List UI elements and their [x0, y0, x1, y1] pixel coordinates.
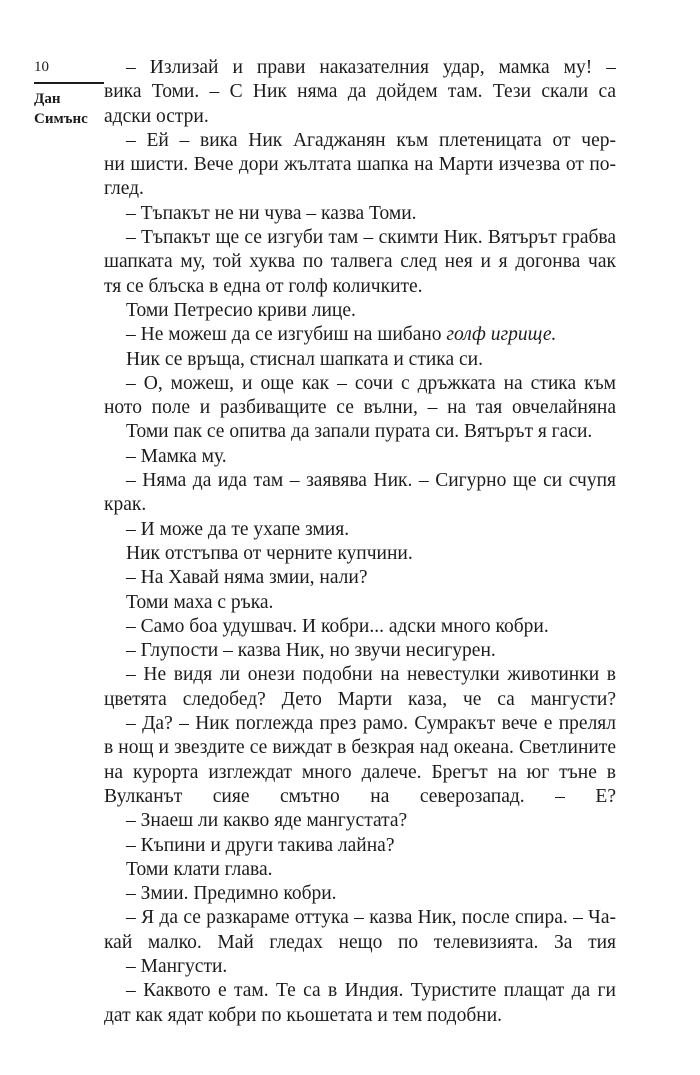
line-text: – Няма да ида там – заявява Ник. – Сигурно ще си счупя	[126, 470, 616, 492]
author-name	[34, 89, 106, 129]
text-line	[104, 518, 616, 542]
line-text: – На Хавай няма змии, нали?	[126, 567, 368, 589]
line-text: в нощ и звездите се виждат в безкрая над океана. Светлините	[104, 737, 616, 759]
text-line	[104, 858, 616, 882]
text-line	[104, 955, 616, 979]
text-line	[104, 761, 616, 785]
text-line	[104, 348, 616, 372]
text-line	[104, 834, 616, 858]
line-text: цветята следобед? Дето Марти каза, че са мангусти?	[104, 688, 616, 710]
line-text: Ник отстъпва от черните купчини.	[126, 542, 413, 564]
line-text: – Я да се разкараме оттука – казва Ник, после спира. – Ча-	[126, 907, 616, 929]
line-text: – О, можеш, и още как – сочи с дръжката на стика към	[126, 372, 616, 394]
text-line	[104, 809, 616, 833]
line-text: – Мамка му.	[126, 445, 227, 467]
line-text: – Ей – вика Ник Агаджанян към плетеницата от чер-	[126, 129, 616, 151]
line-text: шапката му, той хуква по талвега след нея и я догонва чак	[104, 251, 616, 273]
line-text: адски остри.	[104, 105, 209, 127]
line-text: – Каквото е там. Те са в Индия. Туристите плащат да ги	[126, 980, 616, 1002]
line-text: Томи клати глава.	[126, 858, 273, 880]
text-line	[104, 299, 616, 323]
text-line	[104, 591, 616, 615]
line-text: – Тъпакът ще се изгуби там – скимти Ник. Вятърът грабва	[126, 227, 616, 249]
line-text: – Излизай и прави наказателния удар, мамка му! –	[126, 57, 616, 78]
text-line	[104, 688, 616, 712]
page-number: 10	[34, 59, 49, 75]
text-line	[104, 80, 616, 104]
emphasized-text: голф игрище.	[446, 324, 557, 346]
text-line	[104, 129, 616, 153]
text-line	[104, 566, 616, 590]
text-line	[104, 1004, 616, 1028]
text-line	[104, 785, 616, 809]
text-line	[104, 445, 616, 469]
text-line	[104, 639, 616, 663]
header-rule	[34, 82, 104, 84]
text-line	[104, 712, 616, 736]
text-line	[104, 542, 616, 566]
text-line	[104, 420, 616, 444]
text-line	[104, 202, 616, 226]
line-text: – Не можеш да се изгубиш на шибано	[126, 324, 447, 346]
running-header	[34, 58, 106, 129]
line-text: – Глупости – казва Ник, но звучи несигурен.	[126, 640, 496, 662]
text-line	[104, 396, 616, 420]
line-text: – Къпини и други такива лайна?	[126, 834, 395, 856]
text-line	[104, 906, 616, 930]
text-line	[104, 931, 616, 955]
line-text: – Змии. Предимно кобри.	[126, 883, 337, 905]
body-text	[104, 56, 616, 1028]
author-last-name: Симънс	[34, 110, 88, 127]
line-text: – И може да те ухапе змия.	[126, 518, 350, 540]
line-text: Ник се връща, стиснал шапката и стика си.	[126, 348, 483, 370]
line-text: тя се блъска в една от голф количките.	[104, 275, 423, 297]
line-text: Вулканът сияе смътно на северозапад. – Е?	[104, 785, 616, 807]
text-line	[104, 372, 616, 396]
line-text: – Тъпакът не ни чува – казва Томи.	[126, 202, 417, 224]
text-line	[104, 663, 616, 687]
text-line	[104, 226, 616, 250]
line-text: крак.	[104, 494, 147, 516]
text-line	[104, 736, 616, 760]
text-line	[104, 323, 616, 347]
line-text: – Не видя ли онези подобни на невестулки животинки в	[126, 664, 616, 686]
line-text: Томи пак се опитва да запали пурата си. Вятърът я гаси.	[126, 421, 593, 443]
line-text: вика Томи. – С Ник няма да дойдем там. Тези скали са	[104, 81, 616, 103]
text-line	[104, 177, 616, 201]
text-line	[104, 615, 616, 639]
line-text: кай малко. Май гледах нещо по телевизията. За тия	[104, 931, 616, 953]
line-text: глед.	[104, 178, 144, 200]
line-text: – Само боа удушвач. И кобри... адски много кобри.	[126, 615, 549, 637]
text-line	[104, 153, 616, 177]
line-text: – Знаеш ли какво яде мангустата?	[126, 810, 408, 832]
author-first-name: Дан	[34, 90, 61, 107]
line-text: – Да? – Ник поглежда през рамо. Сумракът вече е прелял	[126, 713, 616, 735]
line-text: Томи Петресио криви лице.	[126, 299, 356, 321]
text-line	[104, 56, 616, 80]
line-text: дат как ядат кобри по кьошетата и тем подобни.	[104, 1004, 503, 1026]
text-line	[104, 469, 616, 493]
line-text: на курорта изглеждат много далече. Брегът на юг тъне в	[104, 761, 616, 783]
text-line	[104, 493, 616, 517]
text-line	[104, 105, 616, 129]
line-text: – Мангусти.	[126, 955, 228, 977]
text-line	[104, 882, 616, 906]
text-line	[104, 250, 616, 274]
text-line	[104, 979, 616, 1003]
line-text: ни шисти. Вече дори жълтата шапка на Марти изчезва от по-	[104, 154, 616, 176]
line-text: ното поле и разбиващите се вълни, – на тая овчелайняна	[104, 397, 616, 419]
text-line	[104, 275, 616, 299]
line-text: Томи маха с ръка.	[126, 591, 274, 613]
